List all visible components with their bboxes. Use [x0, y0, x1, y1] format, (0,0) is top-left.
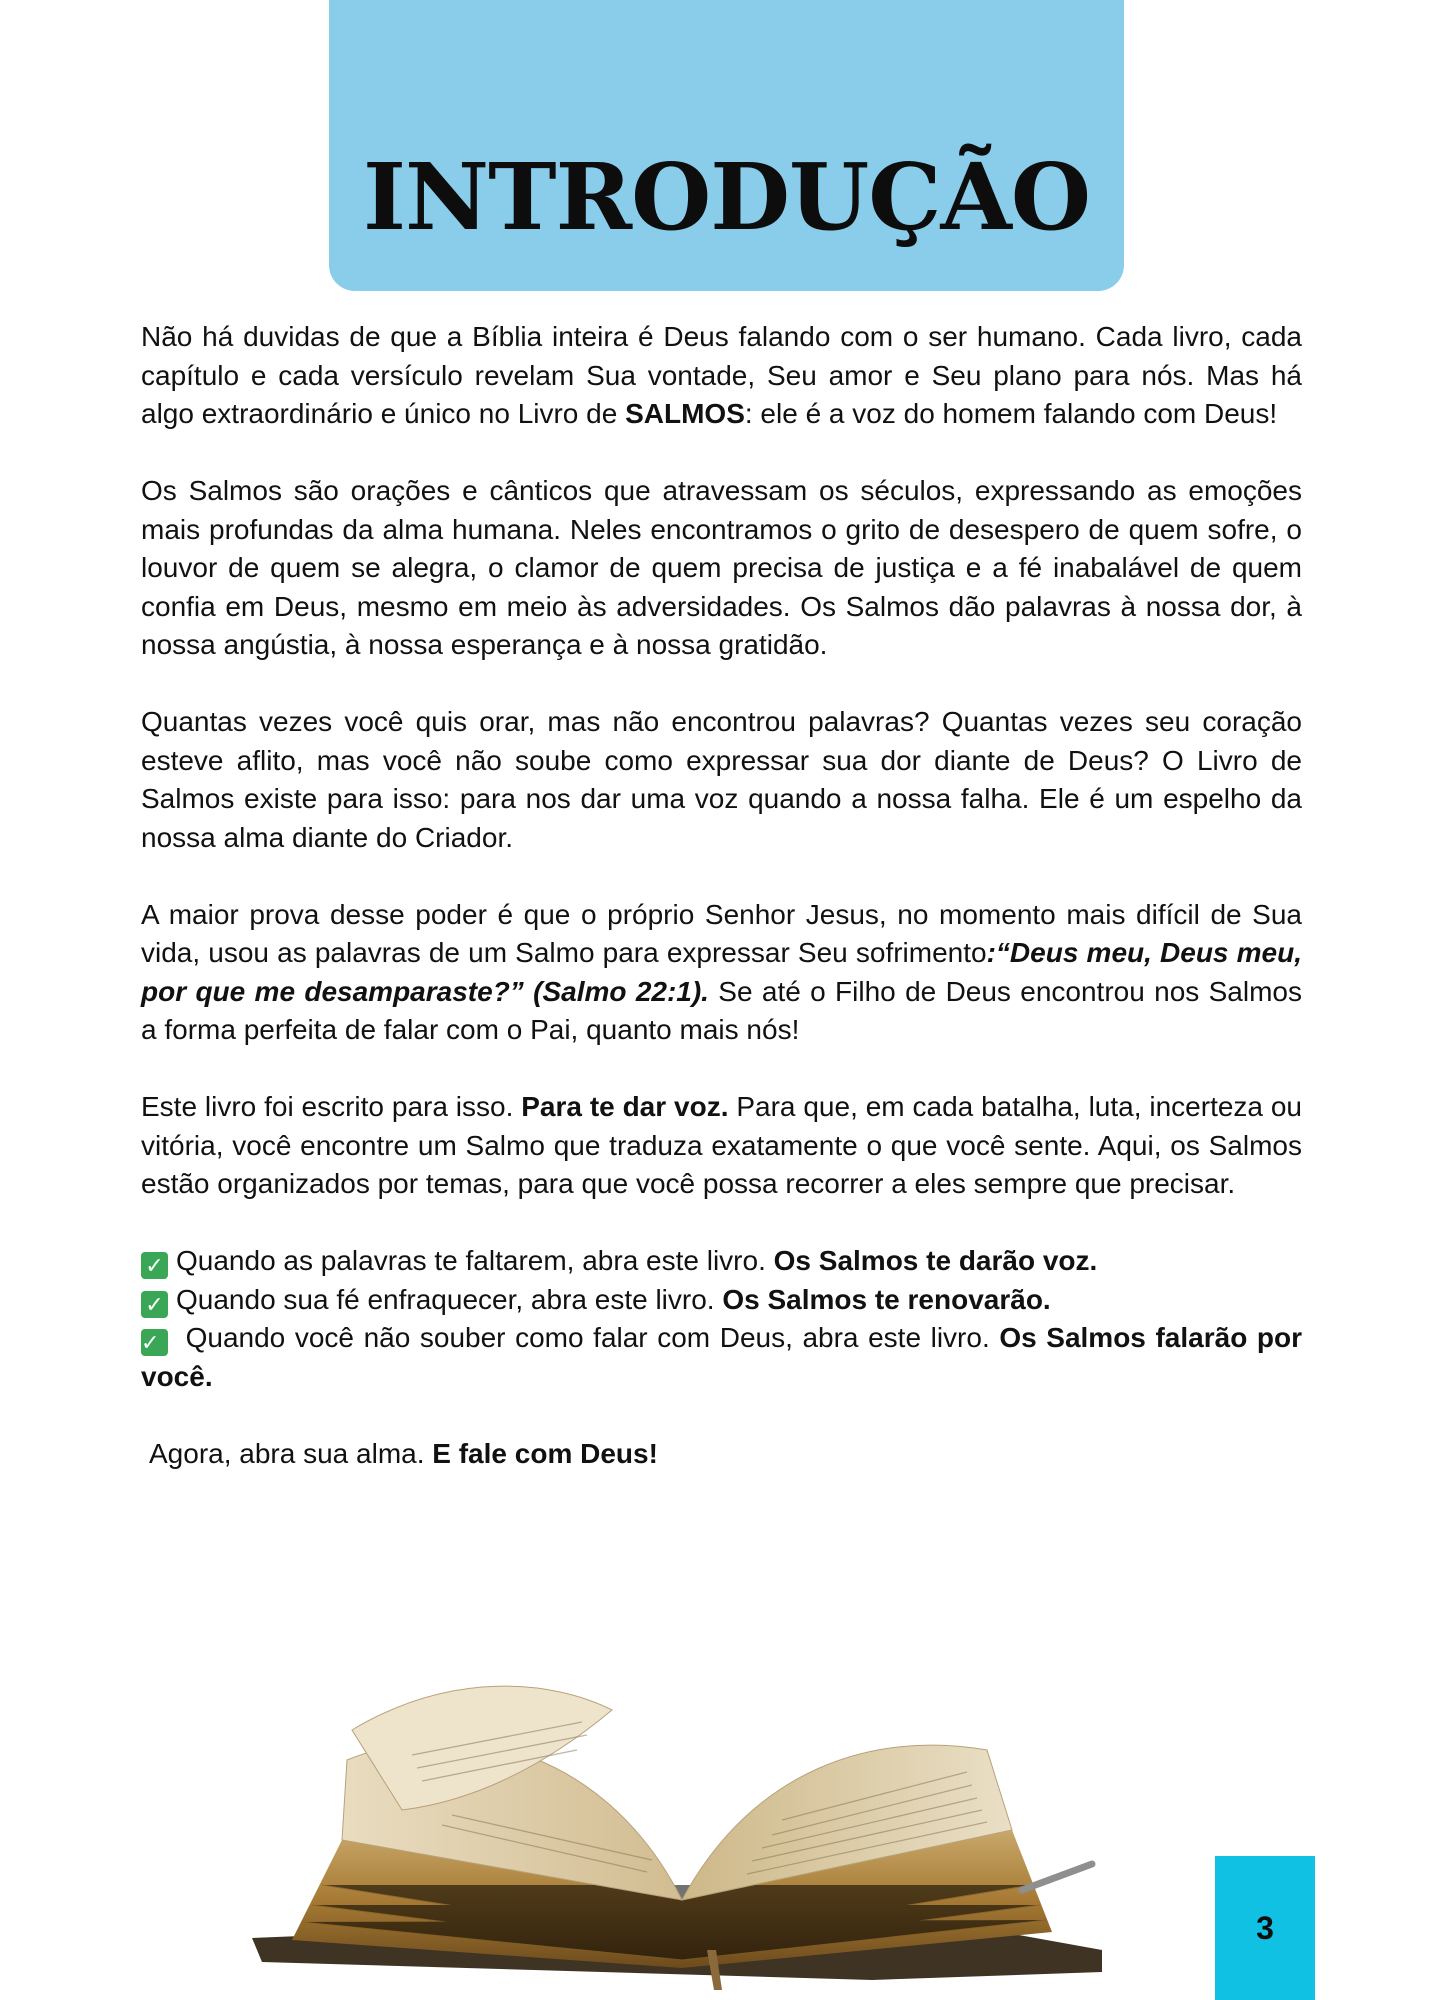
check-list	[141, 1242, 1302, 1396]
check-mark-icon: ✓	[141, 1252, 168, 1279]
check-item: ✓ Quando as palavras te faltarem, abra este livro. Os Salmos te darão voz.	[141, 1242, 1302, 1281]
check-mark-icon: ✓	[141, 1291, 168, 1318]
paragraph-4: A maior prova desse poder é que o próprio Senhor Jesus, no momento mais difícil de Sua vida, usou as palavras de um Salmo para expressar Seu sofrimento:“Deus meu, Deus meu, por que me desamparaste?” (Salmo 22:1). Se até o Filho de Deus encontrou nos Salmos a forma perfeita de falar com o Pai, quanto mais nós!	[141, 898, 1302, 1045]
paragraph-1: Não há duvidas de que a Bíblia inteira é Deus falando com o ser humano. Cada livro, cada capítulo e cada versículo revelam Sua vontade, Seu amor e Seu plano para nós. Mas há algo extraordinário e único no Livro de SALMOS: ele é a voz do homem falando com Deus!	[141, 321, 1302, 429]
closing-line: Agora, abra sua alma. E fale com Deus!	[149, 1437, 658, 1469]
check-item: ✓ Quando você não souber como falar com Deus, abra este livro. Os Salmos falarão por você.	[141, 1322, 1302, 1392]
page-title: INTRODUÇÃO	[363, 143, 1090, 251]
title-banner	[329, 0, 1124, 291]
intro-text	[141, 318, 1302, 1512]
check-item: ✓ Quando sua fé enfraquecer, abra este livro. Os Salmos te renovarão.	[141, 1281, 1302, 1320]
paragraph-3: Quantas vezes você quis orar, mas não encontrou palavras? Quantas vezes seu coração esteve aflito, mas você não soube como expressar sua dor diante de Deus? O Livro de Salmos existe para isso: para nos dar uma voz quando a nossa falha. Ele é um espelho da nossa alma diante do Criador.	[141, 706, 1302, 853]
paragraph-2: Os Salmos são orações e cânticos que atravessam os séculos, expressando as emoções mais profundas da alma humana. Neles encontramos o grito de desespero de quem sofre, o louvor de quem se alegra, o clamor de quem precisa de justiça e a fé inabalável de quem confia em Deus, mesmo em meio às adversidades. Os Salmos dão palavras à nossa dor, à nossa angústia, à nossa esperança e à nossa gratidão.	[141, 475, 1302, 660]
check-mark-icon: ✓	[141, 1329, 168, 1356]
open-bible-illustration	[252, 1650, 1112, 1990]
paragraph-5: Este livro foi escrito para isso. Para te dar voz. Para que, em cada batalha, luta, incerteza ou vitória, você encontre um Salmo que traduza exatamente o que você sente. Aqui, os Salmos estão organizados por temas, para que você possa recorrer a eles sempre que precisar.	[141, 1091, 1303, 1199]
page-number-badge	[1215, 1856, 1315, 2000]
page-number: 3	[1256, 1909, 1274, 1946]
psalm-quote: :“Deus meu, Deus meu, por que me desamparaste?” (Salmo 22:1).	[141, 937, 1302, 1007]
